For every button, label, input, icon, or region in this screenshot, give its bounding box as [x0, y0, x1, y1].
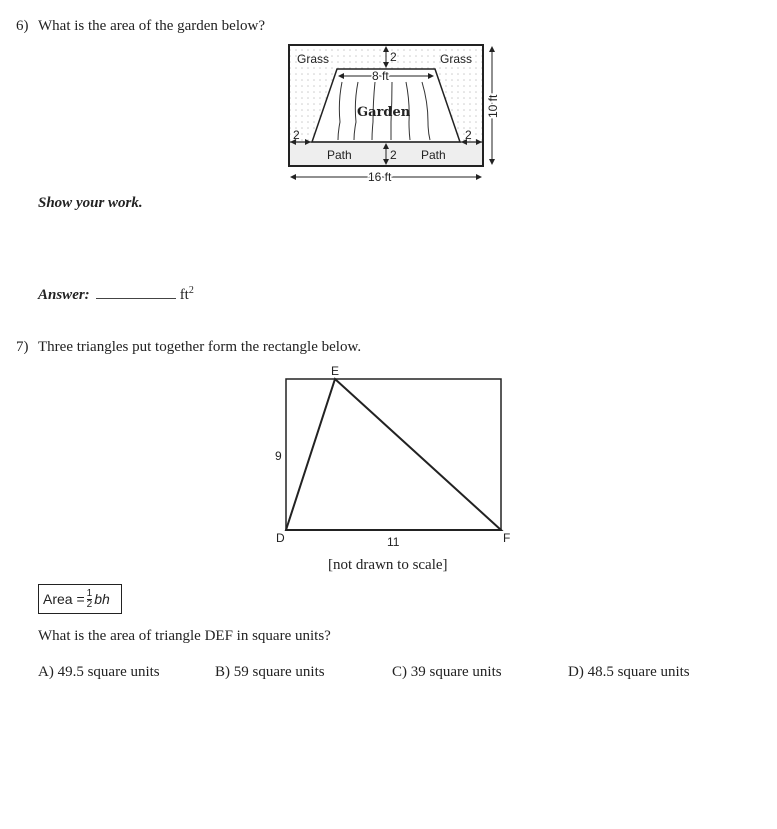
- choice-b[interactable]: B) 59 square units: [215, 664, 325, 680]
- rectangle: [286, 379, 501, 530]
- left-gap-label: 2: [293, 128, 300, 142]
- vertex-e-label: E: [331, 364, 340, 378]
- area-formula-box: [38, 584, 122, 614]
- show-work-label: Show your work.: [38, 195, 143, 211]
- choice-c[interactable]: C) 39 square units: [392, 664, 502, 680]
- right-gap-label: 2: [465, 128, 472, 142]
- vertex-d-label: D: [276, 531, 285, 545]
- answer-unit-exp: 2: [188, 285, 194, 296]
- fraction-numerator: 1: [86, 587, 93, 599]
- formula-prefix: Area =: [43, 591, 85, 607]
- formula-fraction: [87, 589, 93, 610]
- triangle-def: [286, 379, 501, 530]
- answer-label: Answer:: [38, 287, 90, 303]
- garden-label: Garden: [357, 105, 411, 120]
- q7-prompt: What is the area of triangle DEF in square units?: [38, 628, 331, 644]
- width-label: 16 ft: [368, 170, 392, 184]
- base-label: 11: [387, 535, 400, 549]
- q7-number: 7): [16, 339, 29, 355]
- grass-right-label: Grass: [440, 52, 473, 66]
- q6-question: What is the area of the garden below?: [38, 18, 265, 34]
- grass-left-label: Grass: [297, 52, 330, 66]
- formula-suffix: bh: [94, 591, 110, 607]
- fraction-denominator: 2: [86, 598, 93, 610]
- scale-note: [not drawn to scale]: [328, 557, 448, 573]
- path-left-label: Path: [327, 148, 352, 162]
- q6-number: 6): [16, 18, 29, 34]
- top-gap-label: 2: [390, 50, 397, 64]
- choice-d[interactable]: D) 48.5 square units: [568, 664, 690, 680]
- height-label: 9: [275, 449, 282, 463]
- top-width-label: 8 ft: [372, 69, 389, 83]
- choice-a[interactable]: A) 49.5 square units: [38, 664, 160, 680]
- vertex-f-label: F: [503, 531, 511, 545]
- q7-question: Three triangles put together form the rectangle below.: [38, 339, 362, 355]
- height-label: 10 ft: [486, 94, 500, 118]
- path-height-label: 2: [390, 148, 397, 162]
- answer-unit: ft: [179, 287, 189, 303]
- path-right-label: Path: [421, 148, 446, 162]
